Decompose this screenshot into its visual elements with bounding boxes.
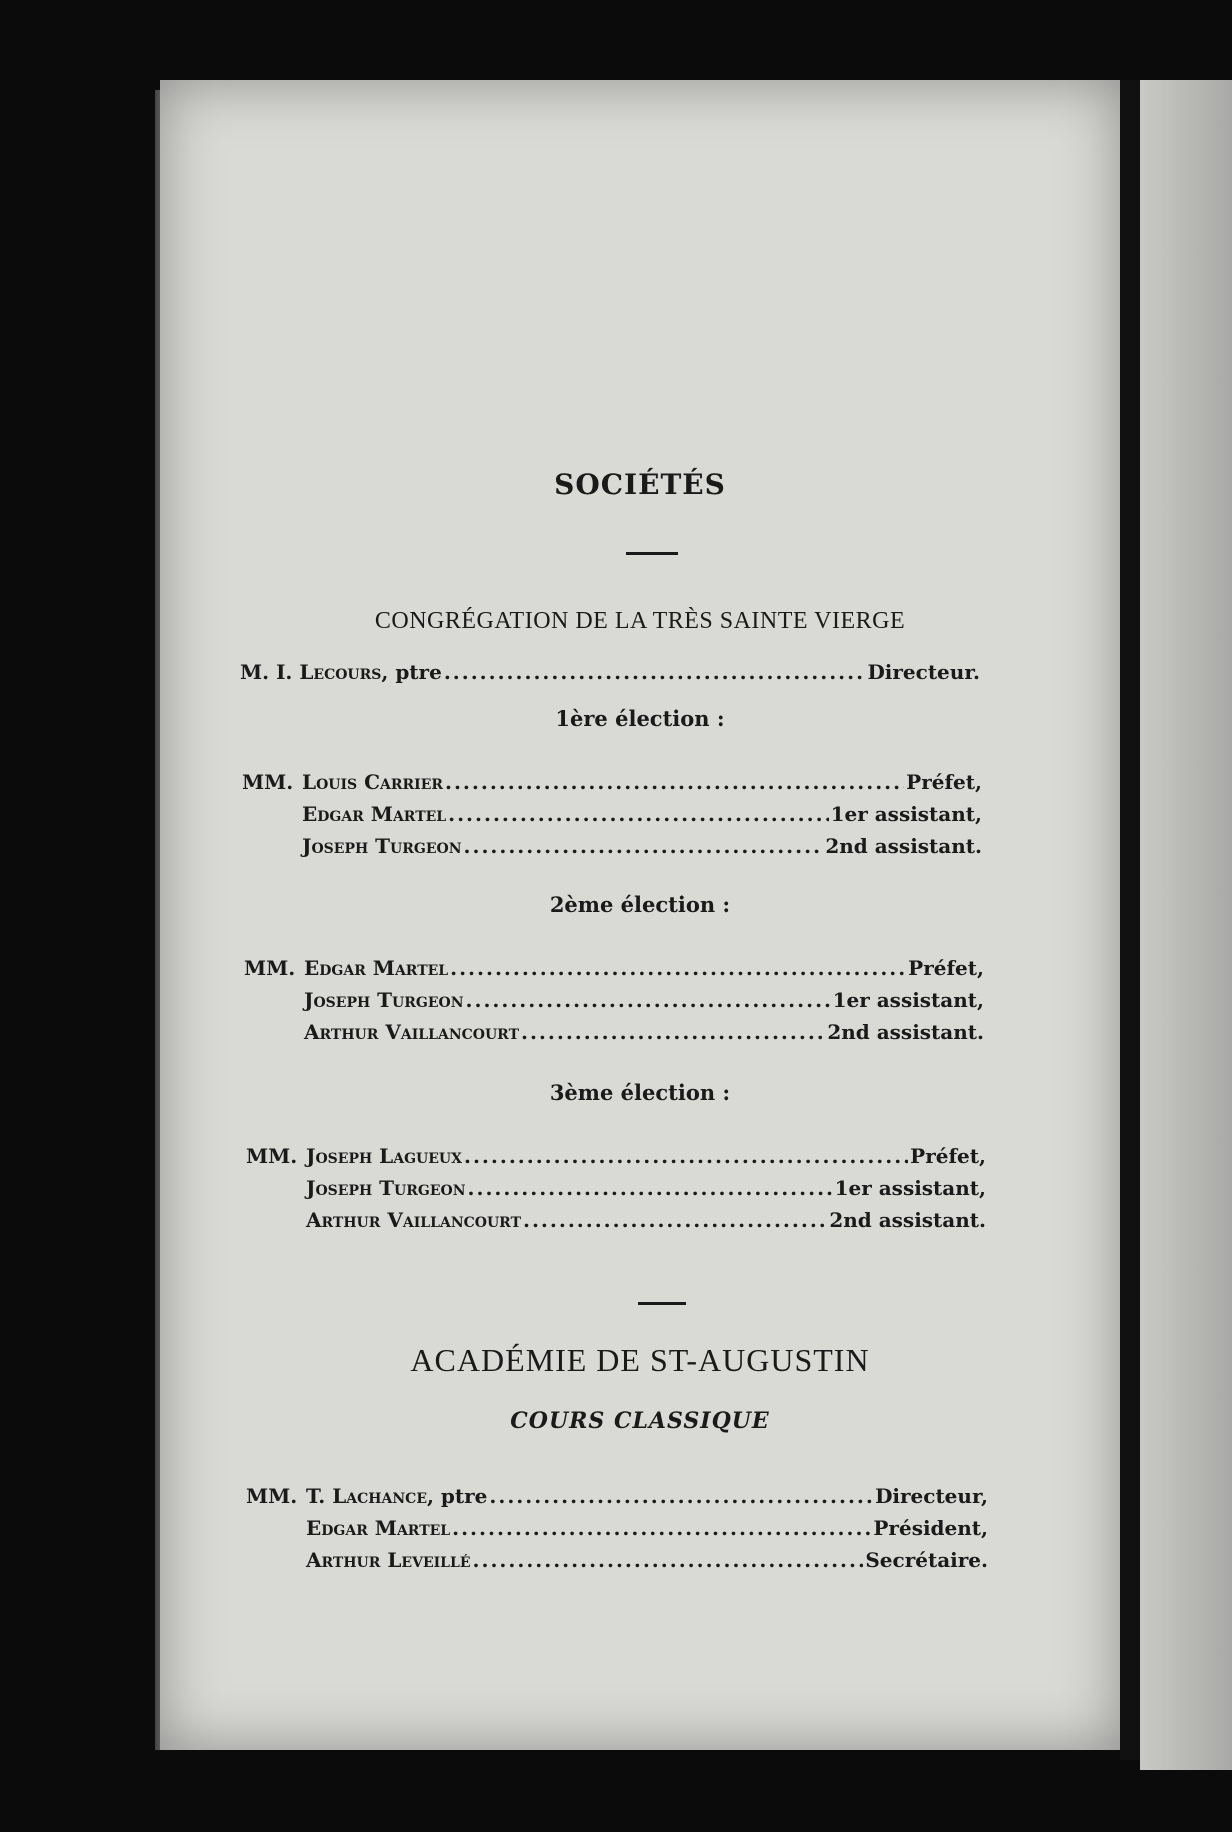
- member-name: Edgar Martel: [306, 1516, 451, 1540]
- election-label: 2ème élection :: [549, 892, 731, 917]
- member-role: 2nd assistant.: [825, 834, 982, 858]
- facing-page-edge: [1140, 80, 1232, 1770]
- list-item: [304, 1020, 984, 1044]
- member-role: 2nd assistant.: [827, 1020, 984, 1044]
- book-gutter: [1120, 80, 1140, 1760]
- list-item: [246, 1144, 986, 1168]
- congregation-title: CONGRÉGATION DE LA TRÈS SAINTE VIERGE: [374, 608, 906, 634]
- member-role: 1er assistant,: [832, 988, 984, 1012]
- list-item: [302, 834, 982, 858]
- divider-rule: [638, 1302, 686, 1305]
- leader-dots: [445, 770, 904, 794]
- section-heading: SOCIÉTÉS: [554, 468, 726, 501]
- academie-title: ACADÉMIE DE ST-AUGUSTIN: [410, 1342, 870, 1378]
- list-item: [306, 1176, 986, 1200]
- member-name: Joseph Turgeon: [306, 1176, 466, 1200]
- member-name: Arthur Vaillancourt: [306, 1208, 521, 1232]
- leader-dots: [464, 834, 824, 858]
- director-suffix: , ptre: [381, 660, 442, 684]
- member-name: Arthur Leveillé: [306, 1548, 471, 1572]
- member-prefix: MM.: [246, 1484, 298, 1508]
- director-role: Directeur.: [867, 660, 980, 684]
- member-role: 1er assistant,: [830, 802, 982, 826]
- list-item: [242, 770, 982, 794]
- divider-rule: [626, 552, 678, 555]
- member-name: T. Lachance: [306, 1484, 427, 1508]
- member-role: Préfet,: [910, 1144, 986, 1168]
- member-suffix: , ptre: [427, 1484, 488, 1508]
- leader-dots: [466, 988, 831, 1012]
- leader-dots: [473, 1548, 864, 1572]
- member-name: Joseph Lagueux: [306, 1144, 462, 1168]
- list-item: [304, 988, 984, 1012]
- member-role: 2nd assistant.: [829, 1208, 986, 1232]
- leader-dots: [468, 1176, 833, 1200]
- list-item: [302, 802, 982, 826]
- election-label: 1ère élection :: [555, 706, 725, 731]
- leader-dots: [523, 1208, 827, 1232]
- director-prefix: M. I.: [240, 660, 293, 684]
- member-prefix: MM.: [244, 956, 296, 980]
- academie-subtitle: COURS CLASSIQUE: [510, 1408, 770, 1434]
- member-name: Joseph Turgeon: [302, 834, 462, 858]
- leader-dots: [521, 1020, 825, 1044]
- member-prefix: MM.: [242, 770, 294, 794]
- leader-dots: [448, 802, 828, 826]
- member-name: Edgar Martel: [304, 956, 449, 980]
- list-item: [244, 956, 984, 980]
- director-row: [240, 660, 980, 684]
- member-name: Louis Carrier: [302, 770, 443, 794]
- member-role: 1er assistant,: [834, 1176, 986, 1200]
- leader-dots: [450, 956, 906, 980]
- member-name: Edgar Martel: [302, 802, 447, 826]
- election-label: 3ème élection :: [549, 1080, 731, 1105]
- list-item: [306, 1548, 988, 1572]
- member-prefix: MM.: [246, 1144, 298, 1168]
- leader-dots: [464, 1144, 908, 1168]
- leader-dots: [444, 660, 866, 684]
- list-item: [306, 1516, 988, 1540]
- list-item: [306, 1208, 986, 1232]
- member-role: Préfet,: [906, 770, 982, 794]
- member-role: Secrétaire.: [865, 1548, 988, 1572]
- leader-dots: [452, 1516, 871, 1540]
- member-role: Directeur,: [875, 1484, 988, 1508]
- director-name: Lecours: [299, 660, 382, 684]
- member-role: Président,: [873, 1516, 988, 1540]
- member-role: Préfet,: [908, 956, 984, 980]
- list-item: [246, 1484, 988, 1508]
- page-content: [160, 80, 1120, 1750]
- leader-dots: [489, 1484, 873, 1508]
- member-name: Joseph Turgeon: [304, 988, 464, 1012]
- member-name: Arthur Vaillancourt: [304, 1020, 519, 1044]
